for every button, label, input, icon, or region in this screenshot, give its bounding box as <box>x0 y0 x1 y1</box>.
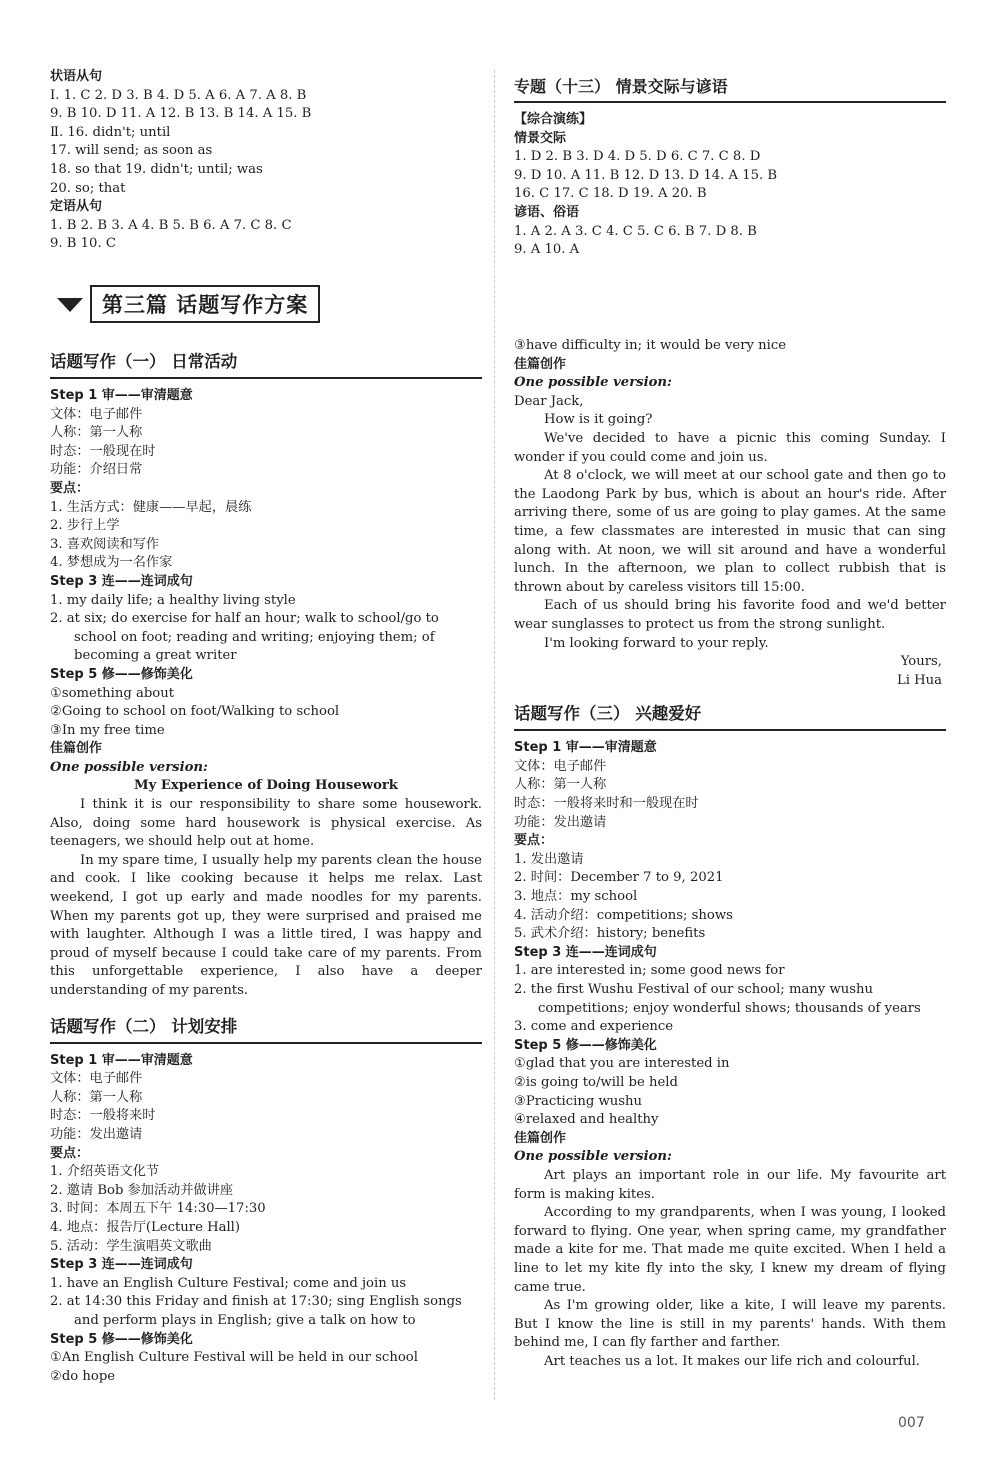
info-line: 时态：一般现在时 <box>50 443 156 459</box>
key-point: 1. 介绍英语文化节 <box>50 1164 160 1180</box>
info-line: 功能：发出邀请 <box>50 1126 143 1142</box>
phrase-line: 3. come and experience <box>514 1019 674 1035</box>
step-heading: Step 3 连——连词成句 <box>50 573 193 589</box>
answer-line: 9. B 10. C <box>50 236 116 252</box>
essay-heading: 佳篇创作 <box>514 356 567 372</box>
topic-1-title: 话题写作（一） 日常活动 <box>50 348 482 379</box>
polish-line: ②do hope <box>50 1368 116 1384</box>
left-top-answers <box>50 68 482 254</box>
answer-line: 1. A 2. A 3. C 4. C 5. C 6. B 7. D 8. B <box>514 223 757 239</box>
key-points-label: 要点： <box>50 480 90 496</box>
topic-3-title: 话题写作（三） 兴趣爱好 <box>514 700 946 731</box>
info-line: 人称：第一人称 <box>50 425 143 441</box>
heading-practice: 【综合演练】 <box>514 112 593 127</box>
letter-signature: Li Hua <box>896 672 942 688</box>
key-point: 1. 发出邀请 <box>514 851 584 867</box>
version-label: One possible version: <box>514 1149 672 1165</box>
key-point: 2. 时间：December 7 to 9, 2021 <box>514 870 724 886</box>
polish-line: ①glad that you are interested in <box>514 1056 730 1072</box>
answer-line: 9. D 10. A 11. B 12. D 13. D 14. A 15. B <box>514 167 778 183</box>
answer-line: 1. D 2. B 3. D 4. D 5. D 6. C 7. C 8. D <box>514 149 761 165</box>
step-heading: Step 1 审——审清题意 <box>50 1052 193 1068</box>
letter-paragraph: At 8 o'clock, we will meet at our school gate and then go to the Laodong Park by bus, which is about an hour's ride. After arriving there, some of us are going to play games. At the same time, a few classmates are interested in music that can sing along with. At noon, we will sit around and have a wonderful lunch. In the afternoon, we plan to collect rubbish that is thrown about by careless visitors till 15:00. <box>514 468 946 595</box>
step-heading: Step 5 修——修饰美化 <box>50 666 193 682</box>
essay-paragraph: Art teaches us a lot. It makes our life rich and colourful. <box>544 1353 920 1369</box>
page-number: 007 <box>898 1415 925 1431</box>
answer-line: 16. C 17. C 18. D 19. A 20. B <box>514 186 707 202</box>
letter-line: I'm looking forward to your reply. <box>544 635 769 651</box>
essay-heading: 佳篇创作 <box>514 1130 567 1146</box>
part-three-banner <box>50 287 320 321</box>
info-line: 人称：第一人称 <box>50 1089 143 1105</box>
answer-line: 20. so; that <box>50 180 126 196</box>
polish-line: ③Practicing wushu <box>514 1093 643 1109</box>
phrase-line: 2. at 14:30 this Friday and finish at 17:30; sing English songs <box>50 1294 462 1310</box>
heading-adverbial-clauses: 状语从句 <box>50 69 103 84</box>
key-point: 4. 活动介绍：competitions; shows <box>514 907 733 923</box>
essay-title: My Experience of Doing Housework <box>134 778 398 794</box>
essay-heading: 佳篇创作 <box>50 741 103 757</box>
answer-line: Ⅰ. 1. C 2. D 3. B 4. D 5. A 6. A 7. A 8. B <box>50 87 307 103</box>
info-line: 文体：电子邮件 <box>50 1071 143 1087</box>
phrase-line: 1. my daily life; a healthy living style <box>50 592 296 608</box>
essay-paragraph: In my spare time, I usually help my parents clean the house and cook. I like cooking because it helps me relax. Last weekend, I got up early and made noodles for my parents. When my parents got up, they were surprised and praised me with laughter. Although I was a little tired, I was happy and proud of myself because I could take care of my parents. From this unforgettable experience, I also have a deeper understanding of my parents. <box>50 852 482 998</box>
step-heading: Step 3 连——连词成句 <box>514 944 657 960</box>
polish-line: ④relaxed and healthy <box>514 1112 659 1128</box>
banner-title: 第三篇 话题写作方案 <box>90 285 320 323</box>
polish-line: ②is going to/will be held <box>514 1074 678 1090</box>
phrase-line: 1. have an English Culture Festival; come and join us <box>50 1275 407 1291</box>
info-line: 功能：介绍日常 <box>50 462 143 478</box>
version-label: One possible version: <box>514 375 672 391</box>
heading-proverbs: 谚语、俗语 <box>514 204 580 220</box>
answer-line: 17. will send; as soon as <box>50 143 213 159</box>
version-label: One possible version: <box>50 759 208 775</box>
info-line: 文体：电子邮件 <box>50 406 143 422</box>
left-column <box>50 342 482 1386</box>
key-point: 3. 地点：my school <box>514 889 638 905</box>
step-heading: Step 3 连——连词成句 <box>50 1257 193 1273</box>
right-column <box>514 337 946 1371</box>
letter-line: How is it going? <box>544 412 653 428</box>
key-point: 4. 地点：报告厅(Lecture Hall) <box>50 1219 241 1235</box>
letter-closing: Yours, <box>900 654 942 670</box>
phrase-line: becoming a great writer <box>74 648 237 664</box>
key-point: 1. 生活方式：健康——早起，晨练 <box>50 499 252 515</box>
right-top-answers <box>514 74 946 260</box>
step-heading: Step 5 修——修饰美化 <box>514 1037 657 1053</box>
letter-salutation: Dear Jack, <box>514 393 584 409</box>
polish-line: ③In my free time <box>50 722 165 738</box>
phrase-line: 1. are interested in; some good news for <box>514 963 785 979</box>
phrase-line: 2. at six; do exercise for half an hour; walk to school/go to <box>50 611 439 627</box>
key-point: 3. 时间：本周五下午 14:30—17:30 <box>50 1201 266 1217</box>
answer-line: 9. A 10. A <box>514 242 580 258</box>
polish-line: ①An English Culture Festival will be held in our school <box>50 1350 418 1366</box>
step-heading: Step 5 修——修饰美化 <box>50 1331 193 1347</box>
polish-line: ③have difficulty in; it would be very nice <box>514 338 787 353</box>
key-point: 3. 喜欢阅读和写作 <box>50 536 160 552</box>
step-heading: Step 1 审——审清题意 <box>514 740 657 756</box>
heading-situational: 情景交际 <box>514 130 567 146</box>
key-point: 2. 邀请 Bob 参加活动并做讲座 <box>50 1182 234 1198</box>
phrase-line: and perform plays in English; give a talk on how to <box>74 1312 416 1328</box>
topic-2-title: 话题写作（二） 计划安排 <box>50 1013 482 1044</box>
answer-line: 9. B 10. D 11. A 12. B 13. B 14. A 15. B <box>50 106 312 122</box>
key-point: 5. 活动：学生演唱英文歌曲 <box>50 1238 212 1254</box>
info-line: 功能：发出邀请 <box>514 814 607 830</box>
section-title-topic-13: 专题（十三） 情景交际与谚语 <box>514 74 946 103</box>
answer-line: 1. B 2. B 3. A 4. B 5. B 6. A 7. C 8. C <box>50 217 292 233</box>
step-heading: Step 1 审——审清题意 <box>50 388 193 403</box>
key-point: 2. 步行上学 <box>50 518 120 534</box>
letter-paragraph: We've decided to have a picnic this coming Sunday. I wonder if you could come and join us. <box>514 430 946 465</box>
essay-paragraph: According to my grandparents, when I was young, I looked forward to flying. One year, when spring came, my grandfather made a kite for me. That made me quite excited. When I held a line to let my kite fly into the sky, I knew my dream of flying came true. <box>514 1205 946 1295</box>
key-points-label: 要点： <box>50 1145 90 1161</box>
phrase-line: 2. the first Wushu Festival of our school; many wushu <box>514 982 873 997</box>
essay-paragraph: I think it is our responsibility to share some housework. Also, doing some hard housework is physical exercise. As teenagers, we should help out at home. <box>50 797 482 850</box>
info-line: 时态：一般将来时 <box>50 1108 156 1124</box>
answer-line: Ⅱ. 16. didn't; until <box>50 124 171 140</box>
polish-line: ①something about <box>50 685 175 701</box>
arrow-down-icon <box>50 287 90 321</box>
key-point: 4. 梦想成为一名作家 <box>50 555 173 571</box>
key-point: 5. 武术介绍：history; benefits <box>514 926 706 942</box>
essay-paragraph: As I'm growing older, like a kite, I will leave my parents. But I know the line is still in my parents' hands. With them behind me, I can fly farther and farther. <box>514 1298 946 1351</box>
phrase-line: school on foot; reading and writing; enjoying them; of <box>74 629 435 645</box>
info-line: 时态：一般将来时和一般现在时 <box>514 796 699 812</box>
essay-paragraph: Art plays an important role in our life. My favourite art form is making kites. <box>514 1167 946 1202</box>
phrase-line: competitions; enjoy wonderful shows; thousands of years <box>538 1000 921 1016</box>
key-points-label: 要点： <box>514 833 554 849</box>
polish-line: ②Going to school on foot/Walking to school <box>50 704 340 720</box>
info-line: 文体：电子邮件 <box>514 758 607 774</box>
info-line: 人称：第一人称 <box>514 777 607 793</box>
answer-line: 18. so that 19. didn't; until; was <box>50 161 263 177</box>
column-divider <box>494 70 495 1400</box>
heading-attributive-clauses: 定语从句 <box>50 199 103 215</box>
letter-paragraph: Each of us should bring his favorite food and we'd better wear sunglasses to protect us from the strong sunlight. <box>514 598 946 632</box>
